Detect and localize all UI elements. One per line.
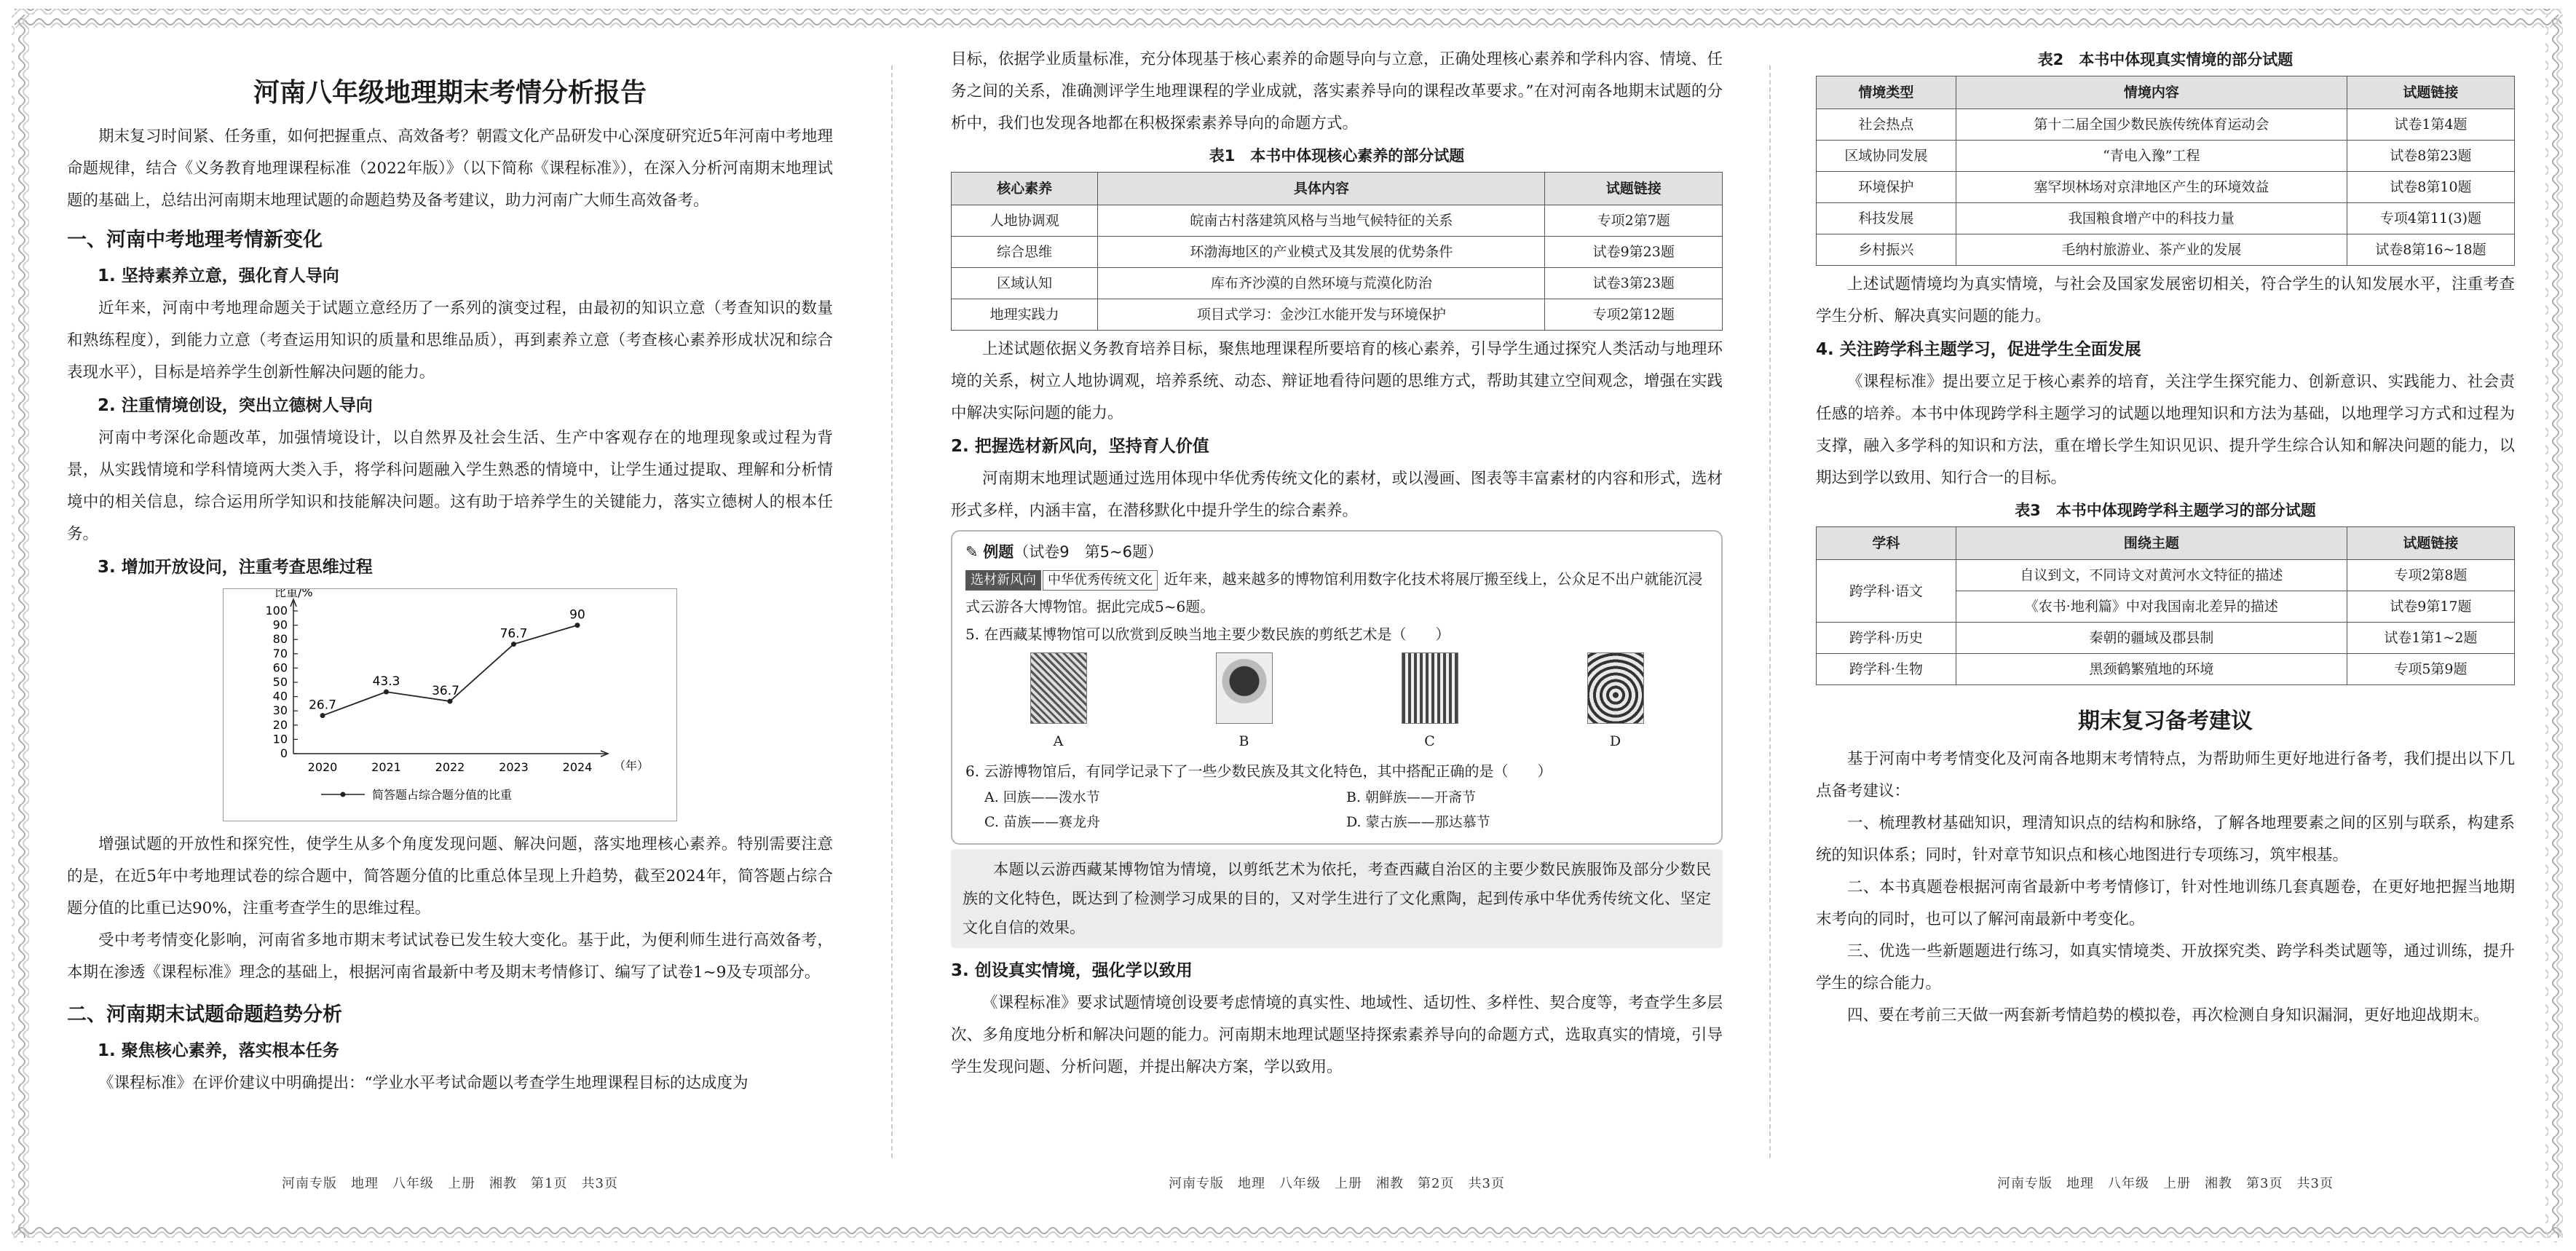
y-tick-label: 10 [272,732,288,746]
data-point [384,690,389,695]
data-label: 36.7 [432,684,459,699]
table-row [952,299,1723,331]
table-row [952,237,1723,268]
table-row [1817,203,2515,234]
example-source: （试卷9 第5~6题） [1014,543,1163,561]
table-cell: 库布齐沙漠的自然环境与荒漠化防治 [1098,268,1545,299]
table-header: 试题链接 [2347,527,2514,560]
table-cell: 专项2第8题 [2347,560,2514,591]
table-cell: 试卷9第17题 [2347,591,2514,623]
table-cell: 跨学科·历史 [1817,623,1956,654]
subsection-heading: 1. 聚焦核心素养，落实根本任务 [98,1041,339,1060]
table-3-caption: 表3 本书中体现跨学科主题学习的部分试题 [2015,502,2316,519]
subsection-heading: 2. 注重情境创设，突出立德树人导向 [98,396,373,415]
section-2-heading: 二、河南期末试题命题趋势分析 [67,1003,342,1026]
option-a: A [1022,652,1095,757]
y-tick-label: 20 [272,717,288,732]
table-cell: 区域认知 [952,268,1098,299]
table-cell: 塞罕坝林场对京津地区产生的环境效益 [1956,172,2347,203]
table-cell: 专项4第11(3)题 [2347,203,2514,234]
table-row [1817,141,2515,172]
example-label: 例题 [983,543,1014,561]
legend-marker [341,792,346,797]
table-header: 核心素养 [952,173,1098,205]
example-stem-text: 近年来，越来越多的博物馆利用数字化技术将展厅搬至线上，公众足不出户就能沉浸式云游各大博物馆。据此完成5~6题。 [965,570,1703,615]
tag-badge: 选材新风向 [965,570,1041,591]
table-cell: 黑颈鹤繁殖地的环境 [1956,654,2347,685]
paragraph: 二、本书真题卷根据河南省最新中考考情修订，针对性地训练几套真题卷，在更好地把握当地期末考向的同时，也可以了解河南最新中考变化。 [1816,878,2515,928]
table-cell: 环渤海地区的产业模式及其发展的优势条件 [1098,237,1545,268]
table-cell: 人地协调观 [952,205,1098,237]
paragraph: 四、要在考前三天做一两套新考情趋势的模拟卷，再次检测自身知识漏洞，更好地迎战期末。 [1847,1006,2489,1025]
paragraph: 基于河南中考考情变化及河南各地期末考情特点，为帮助师生更好地进行备考，我们提出以下几点备考建议： [1816,750,2515,800]
example-title [965,539,1708,565]
table-cell: 试卷9第23题 [1545,237,1723,268]
x-tick-label: 2023 [499,760,529,774]
table-cell: 科技发展 [1817,203,1956,234]
option-text: C. 苗族——赛龙舟 [984,814,1100,830]
section-3-heading: 期末复习备考建议 [2078,709,2253,734]
column-2 [951,44,1723,1180]
x-tick-label: 2024 [562,760,593,774]
data-point [320,713,325,718]
option-b: B [1208,652,1281,757]
table-cell: “青电入豫”工程 [1956,141,2347,172]
x-axis-label: （年） [614,759,649,773]
subsection-heading: 1. 坚持素养立意，强化育人导向 [98,267,339,285]
option-d: D [1579,652,1652,757]
line-chart [223,588,677,821]
tag-badge: 中华优秀传统文化 [1043,570,1158,591]
page-footer: 河南专版 地理 八年级 上册 湘教 第1页 共3页 [282,1176,618,1191]
table-row [1817,172,2515,203]
x-tick-label: 2022 [435,760,465,774]
data-label: 26.7 [309,698,336,713]
table-cell: 地理实践力 [952,299,1098,331]
example-analysis-note: 本题以云游西藏某博物馆为情境，以剪纸艺术为依托，考查西藏自治区的主要少数民族服饰及部分少数民族的文化特色，既达到了检测学习成果的目的，又对学生进行了文化熏陶，起到传承中华优秀传统文化、坚定文化自信的效果。 [951,849,1723,948]
question-5: 5. 在西藏某博物馆可以欣赏到反映当地主要少数民族的剪纸艺术是（ ） [965,626,1450,643]
page-footer: 河南专版 地理 八年级 上册 湘教 第2页 共3页 [1169,1176,1505,1191]
paragraph: 河南期末地理试题通过选用体现中华优秀传统文化的素材，或以漫画、图表等丰富素材的内容和形式，选材形式多样，内涵丰富，在潜移默化中提升学生的综合素养。 [951,470,1723,520]
page-footer: 河南专版 地理 八年级 上册 湘教 第3页 共3页 [1997,1176,2334,1191]
option-text: A. 回族——泼水节 [984,789,1100,805]
data-point [575,623,580,628]
paragraph: 受中考考情变化影响，河南省多地市期末考试试卷已发生较大变化。基于此，为便利师生进行高效备考，本期在渗透《课程标准》理念的基础上，根据河南省最新中考及期末考情修订、编写了试卷1~9及专项部分。 [67,931,833,982]
y-tick-label: 70 [272,646,288,660]
table-cell: 跨学科·生物 [1817,654,1956,685]
papercut-image [1216,652,1273,724]
y-tick-label: 100 [265,604,288,617]
data-label: 43.3 [372,674,400,690]
option-text: B. 朝鲜族——开斋节 [1346,789,1477,805]
papercut-image [1587,652,1644,724]
table-row [1817,623,2515,654]
intro-paragraph: 期末复习时间紧、任务重，如何把握重点、高效备考？朝霞文化产品研发中心深度研究近5年河南中考地理命题规律，结合《义务教育地理课程标准（2022年版）》（以下简称《课程标准》），在深入分析河南期末地理试题的基础上，总结出河南期末地理试题的命题趋势及备考建议，助力河南广大师生高效备考。 [67,127,833,210]
table-cell: 项目式学习：金沙江水能开发与环境保护 [1098,299,1545,331]
subsection-heading: 3. 创设真实情境，强化学以致用 [951,961,1193,980]
paragraph: 《课程标准》提出要立足于核心素养的培育，关注学生探究能力、创新意识、实践能力、社会责任感的培养。本书中体现跨学科主题学习的试题以地理知识和方法为基础，以地理学习方式和过程为支撑，融入多学科的知识和方法，重在增长学生知识见识、提升学生综合认知和解决问题的能力，以期达到学以致用、知行合一的目标。 [1816,373,2515,487]
paragraph: 上述试题依据义务教育培养目标，聚焦地理课程所要培育的核心素养，引导学生通过探究人类活动与地理环境的关系，树立人地协调观，培养系统、动态、辩证地看待问题的思维方式，帮助其建立空间观念，增强在实践中解决实际问题的能力。 [951,340,1723,422]
line-chart-svg [224,589,676,821]
example-box [951,530,1723,845]
paragraph: 河南中考深化命题改革，加强情境设计，以自然界及社会生活、生产中客观存在的地理现象或过程为背景，从实践情境和学科情境两大类入手，将学科问题融入学生熟悉的情境中，让学生通过提取、理解和分析情境中的相关信息，综合运用所学知识和技能解决问题。这有助于培养学生的关键能力，落实立德树人的根本任务。 [67,429,833,543]
paragraph: 三、优选一些新题题进行练习，如真实情境类、开放探究类、跨学科类试题等，通过训练，提升学生的综合能力。 [1816,942,2515,992]
y-axis-label: 比重/% [274,589,313,599]
table-cell: 秦朝的疆域及郡县制 [1956,623,2347,654]
option-c: C [1394,652,1466,757]
table-cell: 皖南古村落建筑风格与当地气候特征的关系 [1098,205,1545,237]
table-row [952,268,1723,299]
y-tick-label: 50 [272,675,288,689]
table-cell: 试卷8第10题 [2347,172,2514,203]
table-cell: 试卷1第4题 [2347,109,2514,141]
table-header: 情境类型 [1817,76,1956,109]
x-tick-label: 2021 [371,760,401,774]
table-header: 情境内容 [1956,76,2347,109]
table-row [1817,654,2515,685]
table-header: 围绕主题 [1956,527,2347,560]
paragraph: 《课程标准》在评价建议中明确提出：“学业水平考试命题以考查学生地理课程目标的达成度为 [98,1074,748,1092]
table-cell: 区域协同发展 [1817,141,1956,172]
column-divider [891,66,893,1158]
table-cell: 我国粮食增产中的科技力量 [1956,203,2347,234]
example-stem [965,565,1708,620]
data-point [448,699,453,704]
table-cell: 跨学科·语文 [1817,560,1956,623]
paragraph: 上述试题情境均为真实情境，与社会及国家发展密切相关，符合学生的认知发展水平，注重考查学生分析、解决真实问题的能力。 [1816,275,2515,325]
table-1 [951,172,1723,331]
data-point [511,642,516,647]
table-row [1817,560,2515,591]
papercut-image [1030,652,1087,724]
table-cell: 专项2第12题 [1545,299,1723,331]
y-tick-label: 40 [272,689,288,703]
table-cell: 试卷8第23题 [2347,141,2514,172]
table-cell: 专项5第9题 [2347,654,2514,685]
question-6-options [965,785,1708,834]
table-cell: 试卷1第1~2题 [2347,623,2514,654]
data-label: 90 [569,607,585,623]
table-cell: 毛纳村旅游业、茶产业的发展 [1956,234,2347,266]
example-icon: ✎ [965,543,979,561]
question-6: 6. 云游博物馆后，有同学记录下了一些少数民族及其文化特色，其中搭配正确的是（ ） [965,762,1552,780]
y-tick-label: 0 [280,746,288,760]
table-header: 具体内容 [1098,173,1545,205]
subsection-heading: 4. 关注跨学科主题学习，促进学生全面发展 [1816,340,2141,359]
table-cell: 综合思维 [952,237,1098,268]
column-divider [1769,66,1771,1158]
table-row [1817,109,2515,141]
table-3 [1816,526,2515,685]
table-cell: 专项2第7题 [1545,205,1723,237]
table-row [952,205,1723,237]
data-label: 76.7 [499,626,528,642]
table-1-caption: 表1 本书中体现核心素养的部分试题 [1209,147,1465,165]
table-2-caption: 表2 本书中体现真实情境的部分试题 [2037,51,2293,68]
table-cell: 环境保护 [1817,172,1956,203]
document-title: 河南八年级地理期末考情分析报告 [253,78,647,108]
table-cell: 乡村振兴 [1817,234,1956,266]
table-2 [1816,76,2515,266]
section-1-heading: 一、河南中考地理考情新变化 [67,229,323,251]
table-header: 学科 [1817,527,1956,560]
table-cell: 《农书·地利篇》中对我国南北差异的描述 [1956,591,2347,623]
table-row [1817,234,2515,266]
table-header: 试题链接 [2347,76,2514,109]
y-tick-label: 60 [272,660,288,675]
table-cell: 第十二届全国少数民族传统体育运动会 [1956,109,2347,141]
table-cell: 试卷8第16~18题 [2347,234,2514,266]
option-text: D. 蒙古族——那达慕节 [1346,814,1490,830]
paragraph: 《课程标准》要求试题情境创设要考虑情境的真实性、地域性、适切性、多样性、契合度等，考查学生多层次、多角度地分析和解决问题的能力。河南期末地理试题坚持探索素养导向的命题方式，选取真实的情境，引导学生发现问题、分析问题，并提出解决方案，学以致用。 [951,994,1723,1076]
legend-text: 简答题占综合题分值的比重 [372,788,513,802]
y-tick-label: 80 [272,632,288,647]
y-tick-label: 30 [272,703,288,718]
x-tick-label: 2020 [307,760,338,774]
y-tick-label: 90 [272,617,288,632]
subsection-heading: 3. 增加开放设问，注重考查思维过程 [98,558,373,577]
paragraph: 目标，依据学业质量标准，充分体现基于核心素养的命题导向与立意，正确处理核心素养和学科内容、情境、任务之间的关系，准确测评学生地理课程的学业成就，落实素养导向的课程改革要求。”在对河南各地期末试题的分析中，我们也发现各地都在积极探索素养导向的命题方式。 [951,50,1723,133]
table-cell: 社会热点 [1817,109,1956,141]
table-header: 试题链接 [1545,173,1723,205]
column-3 [1816,44,2515,1180]
paragraph: 一、梳理教材基础知识，理清知识点的结构和脉络，了解各地理要素之间的区别与联系，构建系统的知识体系；同时，针对章节知识点和核心地图进行专项练习，筑牢根基。 [1816,814,2515,864]
paragraph: 近年来，河南中考地理命题关于试题立意经历了一系列的演变过程，由最初的知识立意（考查知识的数量和熟练程度），到能力立意（考查运用知识的质量和思维品质），再到素养立意（考查核心素养形成状况和综合表现水平），目标是培养学生创新性解决问题的能力。 [67,299,833,382]
paragraph: 增强试题的开放性和探究性，使学生从多个角度发现问题、解决问题，落实地理核心素养。特别需要注意的是，在近5年中考地理试卷的综合题中，简答题分值的比重总体呈现上升趋势，截至2024年，简答题占综合题分值的比重已达90%，注重考查学生的思维过程。 [67,835,833,917]
column-1 [67,44,833,1180]
table-cell: 试卷3第23题 [1545,268,1723,299]
papercut-image [1402,652,1458,724]
question-5-options [965,652,1708,757]
subsection-heading: 2. 把握选材新风向，坚持育人价值 [951,437,1209,456]
table-cell: 自议到文，不同诗文对黄河水文特征的描述 [1956,560,2347,591]
